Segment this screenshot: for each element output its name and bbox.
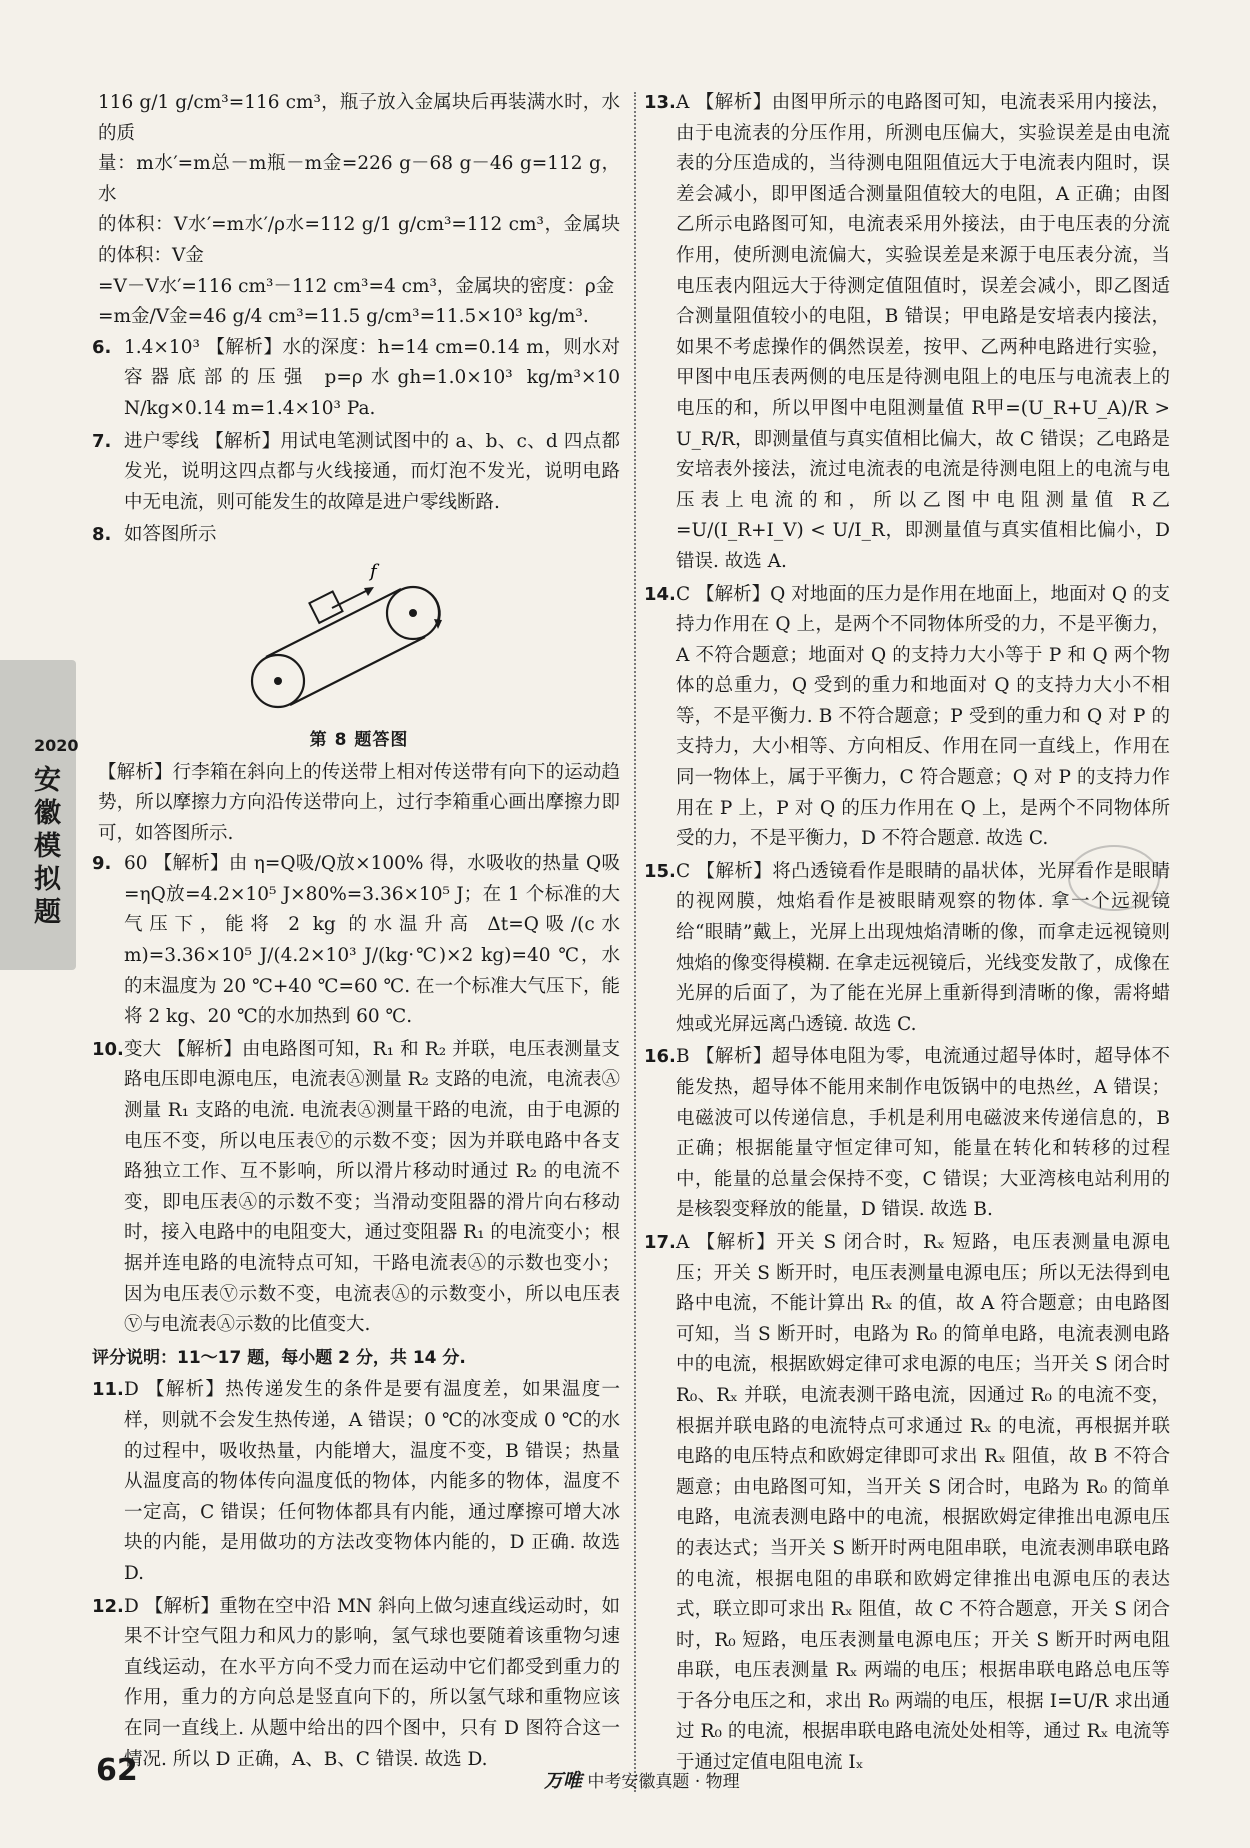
question-number: 12. <box>92 1595 124 1617</box>
question-number: 14. <box>644 583 676 605</box>
belt-bottom <box>290 637 425 705</box>
page-footer <box>544 1766 740 1793</box>
answer-text: A 【解析】由图甲所示的电路图可知，电流表采用内接法，由于电流表的分压作用，所测电压偏大，实验误差是由电流表的分压造成的，当待测电阻阻值远大于电流表内阻时，误差会减小，即甲图适合测量阻值较大的电阻，A 正确；由图乙所示电路图可知，电流表采用外接法，由于电压表的分流作用，使所测电流偏大，实验误差是来源于电压表分流，当电压表内阻远大于待测定值阻值时，误差会减小，即乙图适合测量阻值较小的电阻，B 错误；甲电路是安培表内接法，如果不考虑操作的偶然误差，按甲、乙两种电路进行实验，甲图中电压表两侧的电压是待测电阻上的电压与电流表上的电压的和，所以甲图中电阻测量值 R甲=(U_R+U_A)/R > U_R/R，即测量值与真实值相比偏大，故 C 错误；乙电路是安培表外接法，流过电流表的电流是待测电阻上的电流与电压表上电流的和，所以乙图中电阻测量值 R乙=U/(I_R+I_V) < U/I_R，即测量值与真实值相比偏小，D 错误. 故选 A. <box>676 92 1170 572</box>
faded-stamp <box>1068 845 1160 911</box>
question-number: 16. <box>644 1046 676 1068</box>
question-14 <box>644 580 1170 855</box>
score-note: 评分说明：11～17 题，每小题 2 分，共 14 分. <box>92 1347 466 1368</box>
answer-text: 如答图所示 <box>124 524 217 546</box>
answer-text: 1.4×10³ 【解析】水的深度：h=14 cm=0.14 m，则水对容器底部的压强 p=ρ水gh=1.0×10³ kg/m³×10 N/kg×0.14 m=1.4×10³ Pa. <box>124 336 620 419</box>
luggage-box <box>309 591 342 622</box>
question-9 <box>92 849 620 1033</box>
question-12 <box>92 1592 620 1776</box>
q5-continuation-line1: 116 g/1 g/cm³=116 cm³，瓶子放入金属块后再装满水时，水的质 <box>98 92 620 144</box>
question-16 <box>644 1042 1170 1226</box>
question-7 <box>92 427 620 519</box>
page-number: 62 <box>96 1753 138 1788</box>
question-6 <box>92 333 620 425</box>
answer-text: B 【解析】超导体电阻为零，电流通过超导体时，超导体不能发热，超导体不能用来制作电饭锅中的电热丝，A 错误；电磁波可以传递信息，手机是利用电磁波来传递信息的，B 正确；根据能量守恒定律可知，能量在转化和转移的过程中，能量的总量会保持不变，C 错误；大亚湾核电站利用的是核裂变释放的能量，D 错误. 故选 B. <box>676 1046 1170 1221</box>
q5-continuation-line2: 量：m水′=m总－m瓶－m金=226 g－68 g－46 g=112 g，水 <box>98 153 620 205</box>
upper-pulley-axle <box>409 609 417 617</box>
question-13 <box>644 88 1170 578</box>
question-10 <box>92 1035 620 1341</box>
answer-text: 变大 【解析】由电路图可知，R₁ 和 R₂ 并联，电压表测量支路电压即电源电压，电流表Ⓐ测量 R₂ 支路的电流，电流表Ⓐ测量 R₁ 支路的电流. 电流表Ⓐ测量干路的电流，由于电源的电压不变，所以电压表Ⓥ的示数不变；因为并联电路中各支路独立工作、互不影响，所以滑片移动时通过 R₂ 的电流不变，即电压表Ⓐ的示数不变；当滑动变阻器的滑片向右移动时，接入电路中的电阻变大，通过变阻器 R₁ 的电流变小；根据并连电路的电流特点可知，干路电流表Ⓐ的示数也变小；因为电压表Ⓥ示数不变，电流表Ⓐ的示数变小，所以电压表Ⓥ与电流表Ⓐ示数的比值变大. <box>124 1038 620 1336</box>
question-number: 10. <box>92 1038 124 1060</box>
answer-text: 进户零线 【解析】用试电笔测试图中的 a、b、c、d 四点都发光，说明这四点都与火线接通，而灯泡不发光，说明电路中无电流，则可能发生的故障是进户零线断路. <box>124 430 620 513</box>
question-number: 11. <box>92 1379 124 1401</box>
lower-pulley-axle <box>274 677 282 685</box>
brand-logo: 万唯 <box>544 1770 583 1792</box>
answer-text: 60 【解析】由 η=Q吸/Q放×100% 得，水吸收的热量 Q吸=ηQ放=4.2×10⁵ J×80%=3.36×10⁵ J；在 1 个标准的大气压下，能将 2 kg 的水温升高 Δt=Q吸/(c水m)=3.36×10⁵ J/(4.2×10³ J/(kg·℃)×2 kg)=40 ℃，水的末温度为 20 ℃+40 ℃=60 ℃. 在一个标准大气压下，能将 2 kg、20 ℃的水加热到 60 ℃. <box>124 853 620 1028</box>
q5-continuation-line3: 的体积：V水′=m水′/ρ水=112 g/1 g/cm³=112 cm³，金属块的体积：V金 <box>98 214 620 266</box>
side-title: 安徽模拟题 <box>34 765 61 928</box>
question-number: 7. <box>92 430 112 452</box>
question-17 <box>644 1228 1170 1779</box>
left-column <box>92 88 620 1777</box>
question-11 <box>92 1375 620 1589</box>
question-number: 8. <box>92 524 112 546</box>
column-divider <box>634 92 636 1792</box>
belt-top <box>266 589 401 657</box>
answer-text: D 【解析】热传递发生的条件是要有温度差，如果温度一样，则就不会发生热传递，A 错误；0 ℃的冰变成 0 ℃的水的过程中，吸收热量，内能增大，温度不变，B 错误；热量从温度高的物体传向温度低的物体，内能多的物体，温度不一定高，C 错误；任何物体都具有内能，通过摩擦可增大冰块的内能，是用做功的方法改变物体内能的，D 正确. 故选 D. <box>124 1379 620 1584</box>
side-year: 2020 <box>34 736 79 755</box>
question-number: 15. <box>644 860 676 882</box>
question-number: 17. <box>644 1231 676 1253</box>
question-number: 9. <box>92 853 112 875</box>
question-number: 6. <box>92 336 112 358</box>
friction-label: f <box>370 560 377 582</box>
conveyor-belt-diagram <box>248 553 468 723</box>
figure-caption: 第 8 题答图 <box>309 729 409 750</box>
right-column <box>644 88 1170 1781</box>
answer-text: C 【解析】Q 对地面的压力是作用在地面上，地面对 Q 的支持力作用在 Q 上，是两个不同物体所受的力，不是平衡力，A 不符合题意；地面对 Q 的支持力大小等于 P 和 Q 两个物体的总重力，Q 受到的重力和地面对 Q 的支持力大小不相等，不是平衡力. B 不符合题意；P 受到的重力和 Q 对 P 的支持力，大小相等、方向相反、作用在同一直线上，作用在同一物体上，属于平衡力，C 符合题意；Q 对 P 的支持力作用在 P 上，P 对 Q 的压力作用在 Q 上，是两个不同物体所受的力，不是平衡力，D 不符合题意. 故选 C. <box>676 583 1170 850</box>
answer-text: D 【解析】重物在空中沿 MN 斜向上做匀速直线运动时，如果不计空气阻力和风力的影响，氢气球也要随着该重物匀速直线运动，在水平方向不受力而在运动中它们都受到重力的作用，重力的方向总是竖直向下的，所以氢气球和重物应该在同一直线上. 从题中给出的四个图中，只有 D 图符合这一情况. 所以 D 正确，A、B、C 错误. 故选 D. <box>124 1595 620 1770</box>
answer-text: C 【解析】将凸透镜看作是眼睛的晶状体，光屏看作是眼睛的视网膜，烛焰看作是被眼睛观察的物体. 拿一个远视镜给“眼睛”戴上，光屏上出现烛焰清晰的像，而拿走远视镜则烛焰的像变得模糊. 在拿走远视镜后，光线变发散了，成像在光屏的后面了，为了能在光屏上重新得到清晰的像，需将蜡烛或光屏远离凸透镜. 故选 C. <box>676 860 1170 1035</box>
conveyor-figure <box>98 553 620 723</box>
footer-subtitle: 中考安徽真题 · 物理 <box>587 1772 740 1792</box>
answer-text: A 【解析】开关 S 闭合时，Rₓ 短路，电压表测量电源电压；开关 S 断开时，电压表测量电源电压；所以无法得到电路中电流，不能计算出 Rₓ 的值，故 A 符合题意；由电路图可知，当 S 断开时，电路为 R₀ 的简单电路，电流表测电路中的电流，根据欧姆定律可求电源的电压；当开关 S 闭合时 R₀、Rₓ 并联，电流表测干路电流，因通过 R₀ 的电流不变，根据并联电路的电流特点可求通过 Rₓ 的电流，再根据并联电路的电压特点和欧姆定律即可求出 Rₓ 阻值，故 B 不符合题意；由电路图可知，当开关 S 闭合时，电路为 R₀ 的简单电路，电流表测电路中的电流，根据欧姆定律推出电源电压的表达式；当开关 S 断开时两电阻串联，电流表测串联电路的电流，根据电阻的串联和欧姆定律推出电源电压的表达式，联立即可求出 Rₓ 阻值，故 C 不符合题意，开关 S 闭合时，R₀ 短路，电压表测量电源电压；开关 S 断开时两电阻串联，电压表测量 Rₓ 两端的电压；根据串联电路总电压等于各分电压之和，求出 R₀ 两端的电压，根据 I=U/R 求出通过 R₀ 的电流，根据串联电路电流处处相等，通过 Rₓ 电流等于通过定值电阻电流 Iₓ <box>676 1231 1170 1774</box>
question-number: 13. <box>644 92 676 113</box>
friction-arrow <box>332 589 370 608</box>
q8-analysis: 【解析】行李箱在斜向上的传送带上相对传送带有向下的运动趋势，所以摩擦力方向沿传送带向上，过行李箱重心画出摩擦力即可，如答图所示. <box>98 761 620 844</box>
question-8 <box>92 520 620 551</box>
q5-continuation-line4: =V－V水′=116 cm³－112 cm³=4 cm³，金属块的密度：ρ金 <box>98 275 615 297</box>
q5-continuation-line5: =m金/V金=46 g/4 cm³=11.5 g/cm³=11.5×10³ kg/m³. <box>98 306 589 328</box>
